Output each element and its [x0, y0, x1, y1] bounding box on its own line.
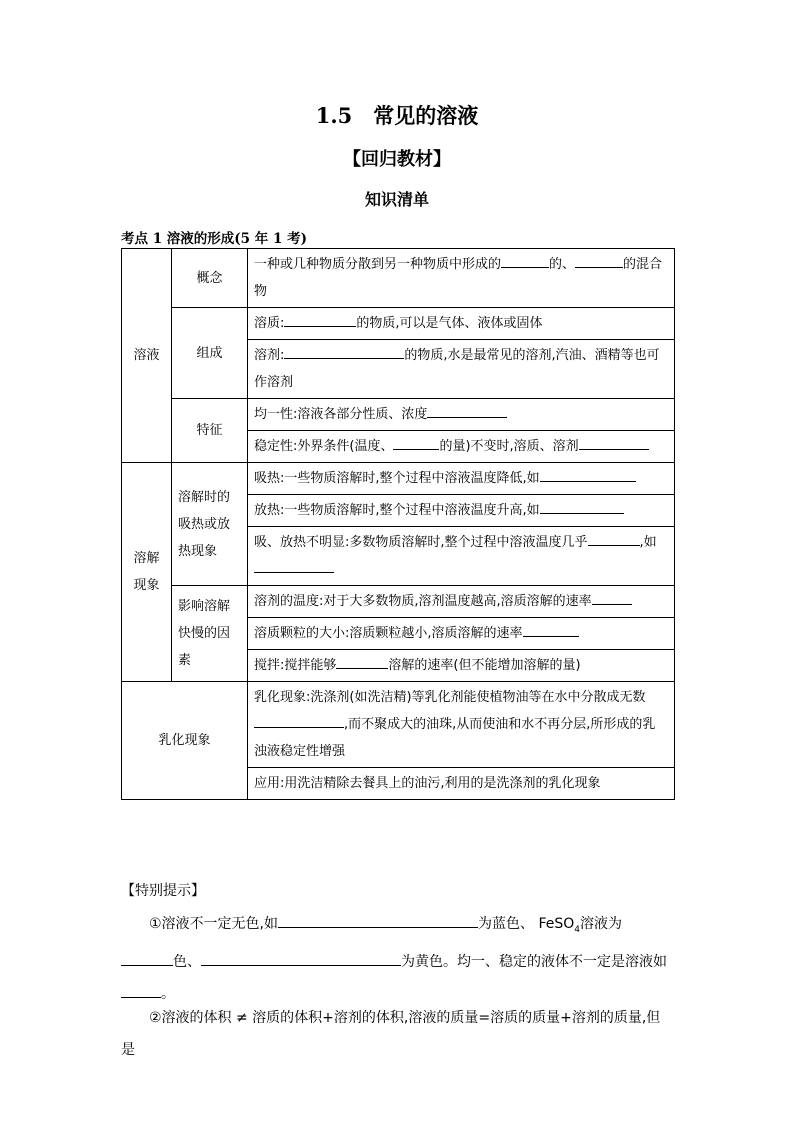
answer-blank[interactable] [501, 253, 549, 268]
emulsify-text: 乳化现象:洗涤剂(如洗洁精)等乳化剂能使植物油等在水中分散成无数,而不聚成大的油珠,从而使油和水不再分层,所形成的乳浊液稳定性增强 [248, 682, 675, 768]
particle-text: 溶质颗粒的大小:溶质颗粒越小,溶质溶解的速率 [248, 618, 675, 650]
answer-blank[interactable] [336, 654, 388, 669]
absorb-text: 吸热:一些物质溶解时,整个过程中溶液温度降低,如 [248, 463, 675, 495]
knowledge-list-heading: 知识清单 [364, 190, 429, 209]
stir-text: 搅拌:搅拌能够 溶解的速率(但不能增加溶解的量) [248, 650, 675, 682]
solvent-text: 溶剂: 的物质,水是最常见的溶剂,汽油、酒精等也可作溶剂 [248, 340, 675, 399]
tip-2: ②溶液的体积 ≠ 溶质的体积+溶剂的体积,溶液的质量=溶质的质量+溶剂的质量,但是 [121, 1010, 661, 1058]
release-text: 放热:一些物质溶解时,整个过程中溶液温度升高,如 [248, 495, 675, 527]
answer-blank[interactable] [278, 913, 478, 928]
table-row [122, 249, 675, 308]
answer-blank[interactable] [254, 713, 344, 728]
solute-text: 溶质: 的物质,可以是气体、液体或固体 [248, 308, 675, 340]
answer-blank[interactable] [393, 435, 439, 450]
page-title: 1.5 常见的溶液 [315, 103, 479, 128]
emulsify-label: 乳化现象 [122, 682, 248, 800]
answer-blank[interactable] [121, 951, 173, 966]
answer-blank[interactable] [201, 951, 401, 966]
factor-label: 影响溶解快慢的因素 [172, 586, 248, 682]
feature-label: 特征 [172, 399, 248, 463]
answer-blank[interactable] [284, 312, 356, 327]
table-row [122, 682, 675, 768]
answer-blank[interactable] [579, 435, 649, 450]
answer-blank[interactable] [588, 531, 640, 546]
group-solution: 溶液 [122, 249, 172, 463]
answer-blank[interactable] [523, 622, 579, 637]
tips-heading: 【特别提示】 [121, 883, 205, 899]
answer-blank[interactable] [121, 983, 161, 998]
answer-blank[interactable] [540, 499, 624, 514]
answer-blank[interactable] [427, 403, 507, 418]
answer-blank[interactable] [540, 467, 636, 482]
temperature-text: 溶剂的温度:对于大多数物质,溶剂温度越高,溶质溶解的速率 [248, 586, 675, 618]
application-text: 应用:用洗洁精除去餐具上的油污,利用的是洗涤剂的乳化现象 [248, 768, 675, 800]
uniform-text: 均一性:溶液各部分性质、浓度 [248, 399, 675, 431]
table-row [122, 399, 675, 431]
table-row [122, 586, 675, 618]
answer-blank[interactable] [575, 253, 623, 268]
answer-blank[interactable] [592, 590, 632, 605]
section-subtitle: 【回归教材】 [343, 149, 451, 170]
concept-text: 一种或几种物质分散到另一种物质中形成的 的、 的混合物 [248, 249, 675, 308]
group-dissolve: 溶解现象 [122, 463, 172, 682]
answer-blank[interactable] [284, 344, 404, 359]
table-row [122, 463, 675, 495]
exam-point-heading: 考点 1 溶液的形成(5 年 1 考) [121, 231, 307, 247]
knowledge-table [121, 248, 675, 800]
composition-label: 组成 [172, 308, 248, 399]
neutral-text: 吸、放热不明显:多数物质溶解时,整个过程中溶液温度几乎 ,如 [248, 527, 675, 586]
tip-1: ①溶液不一定无色,如 为蓝色、 FeSO$_4$溶液为 色、 为黄色。均一、稳定的液体不一定是溶液如 。 [121, 908, 674, 1010]
answer-blank[interactable] [254, 558, 334, 573]
heat-label: 溶解时的吸热或放热现象 [172, 463, 248, 586]
table-row [122, 308, 675, 340]
concept-label: 概念 [172, 249, 248, 308]
stable-text: 稳定性:外界条件(温度、 的量)不变时,溶质、溶剂 [248, 431, 675, 463]
